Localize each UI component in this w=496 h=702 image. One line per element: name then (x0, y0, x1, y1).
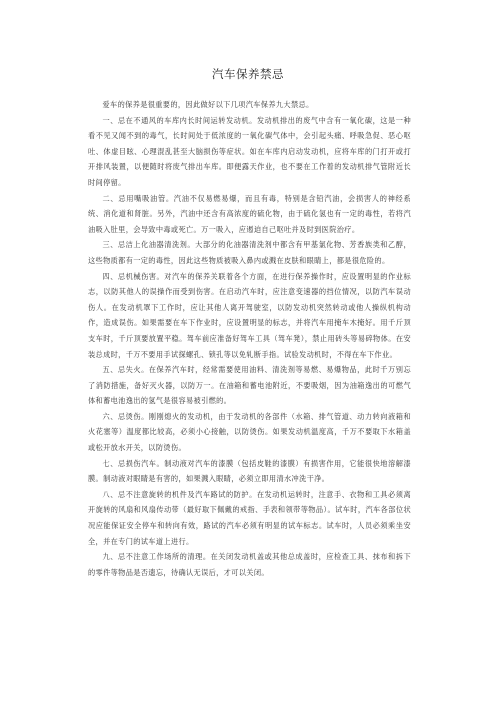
document-title: 汽车保养禁忌 (212, 67, 284, 81)
document-body (88, 97, 411, 580)
paragraph-5: 五、忌失火。在保养汽车时，经常需要使用油料、清洗剂等易燃、易爆物品，此时千万别忘了消防措施，备好灭火器，以防万一。在油箱和蓄电池附近，不要吸烟，因为油箱逸出的可燃气体和蓄电池逸出的氢气是很容易被引燃的。 (88, 365, 411, 406)
paragraph-4: 四、忌机械伤害。对汽车的保养关联着各个方面，在进行保养操作时，应设置明显的作业标志，以防其他人的误操作而受到伤害。在启动汽车时，应注意变速器的挡位情况，以防汽车误动伤人。在发动机罩下工作时，应让其他人离开驾驶室，以防发动机突然转动或他人操纵机构动作，造成误伤。如果需要在车下作业时，应设置明显的标志，并将汽车用掩车木掩好。用千斤顶支车时，千斤顶要放置平稳。驾车前应准备好驾车工具（驾车凳），禁止用砖头等易碎物体。在安装总成时，千万不要用手试探螺孔、锁孔等以免轧断手指。试验发动机时，不得在车下作业。 (88, 271, 411, 359)
paragraph-6: 六、忌烫伤。刚刚熄火的发动机，由于发动机的各部件（水箱、排气管道、动力转向液箱和火花塞等）温度都比较高，必须小心接触，以防烫伤。如果发动机温度高，千万不要取下水箱盖或松开放水开关，以防烫伤。 (88, 411, 411, 453)
paragraph-intro: 爱车的保养是很重要的，因此做好以下几项汽车保养九大禁忌。 (102, 100, 314, 109)
paragraph-7: 七、忌损伤汽车。制动液对汽车的漆膜（包括皮鞋的漆膜）有损害作用，它能很快地溶解漆膜。制动液对眼睛是有害的，如果溅入眼睛，必须立即用清水冲洗干净。 (88, 458, 411, 484)
paragraph-1: 一、忌在不通风的车库内长时间运转发动机。发动机排出的废气中含有一氧化碳，这是一种看不见又闻不到的毒气，长时间处于低浓度的一氧化碳气体中，会引起头痛、呼吸急促、恶心呕吐、体虚目眩、心理混乱甚至大脑损伤等症状。如在车库内启动发动机，应将车库的门打开或打开排风装置，以便随时将废气排出车库。即便露天作业，也不要在工作着的发动机排气管附近长时间停留。 (88, 115, 411, 187)
paragraph-8: 八、忌不注意旋转的机件及汽车路试的防护。在发动机运转时，注意手、衣物和工具必须离开旋转的风扇和风扇传动带（最好取下佩戴的戒指、手表和领带等物品）。试车时，汽车各部位状况应能保证安全停车和转向有效，路试的汽车必须有明显的试车标志。试车时，人员必须乘坐安全，并在专门的试车道上进行。 (88, 489, 411, 546)
paragraph-9: 九、忌不注意工作场所的清理。在关闭发动机盖或其他总成盖时，应检查工具、抹布和拆下的零件等物品是否遗忘，待确认无误后，才可以关闭。 (88, 552, 411, 577)
paragraph-3: 三、忌洁上化油器清洗剂。大部分的化油器清洗剂中都含有甲基氯化物、芳香族类和乙醇，这些物质都有一定的毒性，因此这些物质被吸入鼻内或溅在皮肤和眼睛上，都是很危险的。 (88, 240, 411, 265)
paragraph-2: 二、忌用嘴吸油管。汽油不仅易燃易爆，而且有毒，特别是含铅汽油，会损害人的神经系统、消化道和肾脏。另外，汽油中还含有高浓度的硫化物，由于硫化氢也有一定的毒性，若将汽油吸入肚里，会导致中毒或死亡。万一吸入，应遏迫自己呕吐并及时到医院治疗。 (88, 193, 411, 234)
